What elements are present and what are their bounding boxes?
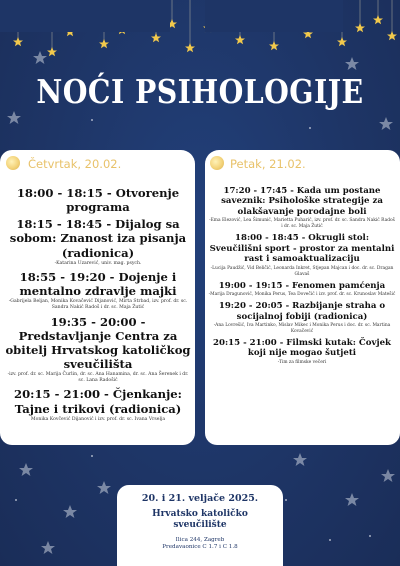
address-line: Ilica 244, Zagreb — [175, 536, 225, 543]
event-people: -Ema Elezović, Lea Šimunić, Marietta Puharić, izv. prof. dr. sc. Sandra Nakić Radoš i dr. sc. Maja Žutić — [209, 218, 395, 230]
venue-line: Hrvatsko katoličko — [152, 509, 248, 519]
panel-header-band — [0, 0, 170, 32]
event-address — [117, 537, 283, 552]
moon-icon — [210, 156, 224, 170]
event-info-box — [117, 485, 283, 566]
event-people: -izv. prof. dr. sc. Marija Čurlin, dr. sc. Ana Hanamina, dr. sc. Ana Šerenek i dr. sc. Lana Radošić — [7, 372, 189, 384]
event-title: 19:20 - 20:05 - Razbijanje straha o socijalnoj fobiji (radionica) — [218, 301, 386, 322]
event-people: -Tim za filmske večeri — [277, 359, 327, 365]
page-title: NOĆI PSIHOLOGIJE — [36, 72, 364, 111]
event-title: 18:00 - 18:15 - Otvorenje programa — [16, 186, 180, 215]
venue-line: sveučilište — [173, 520, 227, 531]
event-title: 17:20 - 17:45 - Kada um postane saveznik: Psihološke strategije za olakšavanje porodajne boli — [221, 186, 383, 217]
event-people: -Ana Lovrešić, Iva Martinko, Mislav Mikec i Monika Perus i doc. dr. sc. Martina Kovačević — [213, 323, 391, 334]
event-people: -Gabrijela Beljan, Monika Kovačević Dijanović, Mirta Strbad, izv. prof. dr. sc. Sandra Nakić Radoš i dr. sc. Maja Žutić — [8, 299, 188, 311]
event-people: -Lucija Paudžić, Vid Beličić, Leonarda Inkret, Stjepan Majcan i doc. dr. sc. Dragan Glavaš — [210, 265, 394, 277]
event-title: 19:00 - 19:15 - Fenomen pamćenja — [218, 280, 386, 291]
friday-schedule — [208, 186, 396, 369]
panel-header-band — [205, 0, 343, 32]
event-title: 20:15 - 21:00 - Filmski kutak: Čovjek koji nije mogao šutjeti — [212, 337, 391, 359]
event-people: -Marija Dragunović, Monika Perus, Tea Dovečić i izv. prof. dr. sc. Krunoslav Matešić — [208, 292, 396, 298]
event-people: -Katarina Uzarević, univ. mag. psych. — [54, 260, 142, 266]
event-title: 20:15 - 21:00 - Čjenkanje: Tajne i trikovi (radionica) — [14, 387, 182, 416]
day-heading-friday: Petak, 21.02. — [230, 157, 306, 171]
event-title: 18:15 - 18:45 - Dijalog sa sobom: Znanost iza pisanja (radionica) — [9, 217, 187, 260]
event-title: 18:00 - 18:45 - Okrugli stol: Sveučilišni sport - prostor za mentalni rast i samoaktualizaciju — [209, 233, 395, 265]
event-title: 19:35 - 20:00 - Predstavljanje Centra za obitelj Hrvatskog katoličkog sveučilišta — [5, 314, 191, 371]
day-heading-thursday: Četvrtak, 20.02. — [28, 157, 122, 171]
thursday-schedule — [4, 186, 192, 426]
event-title: 18:55 - 19:20 - Dojenje i mentalno zdravlje majki — [19, 269, 177, 299]
event-venue — [117, 509, 283, 532]
address-line: Predavaonice C 1.7 i C 1.8 — [162, 544, 238, 551]
moon-icon — [6, 156, 20, 170]
event-people: Monika Kovčević Dijanović i izv. prof. dr. sc. Ivana Vrselja — [30, 416, 166, 422]
event-dates: 20. i 21. veljače 2025. — [141, 493, 259, 504]
